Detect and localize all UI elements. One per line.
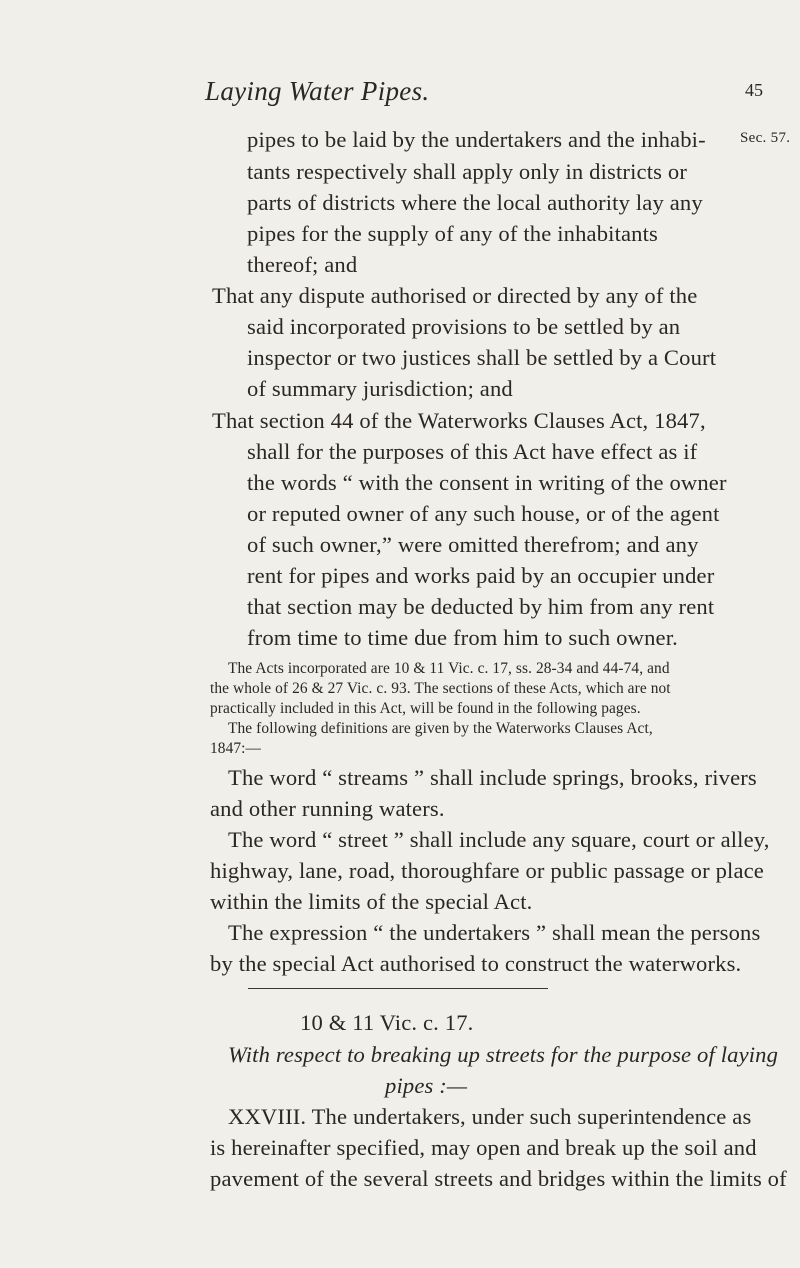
- definition-line: The word “ street ” shall include any square, court or alley,: [228, 827, 770, 852]
- section-line: XXVIII. The undertakers, under such superintendence as: [228, 1104, 752, 1129]
- text-line: pipes for the supply of any of the inhabitants: [247, 221, 658, 246]
- section-divider: [248, 988, 548, 989]
- subject-heading-line: With respect to breaking up streets for the purpose of laying: [228, 1042, 779, 1067]
- definition-line: within the limits of the special Act.: [210, 889, 533, 914]
- text-line: That section 44 of the Waterworks Clauses Act, 1847,: [212, 408, 706, 433]
- definition-line: and other running waters.: [210, 796, 445, 821]
- text-line: the words “ with the consent in writing of the owner: [247, 470, 727, 495]
- definition-line: by the special Act authorised to construct the waterworks.: [210, 951, 742, 976]
- text-line: inspector or two justices shall be settled by a Court: [247, 345, 717, 370]
- text-line: of such owner,” were omitted therefrom; and any: [247, 532, 699, 557]
- definition-line: The word “ streams ” shall include springs, brooks, rivers: [228, 765, 757, 790]
- note-line: The Acts incorporated are 10 & 11 Vic. c. 17, ss. 28-34 and 44-74, and: [228, 660, 670, 677]
- text-line: from time to time due from him to such owner.: [247, 625, 678, 650]
- text-line: that section may be deducted by him from any rent: [247, 594, 715, 619]
- section-line: pavement of the several streets and bridges within the limits of: [210, 1166, 787, 1191]
- running-head-title: Laying Water Pipes.: [205, 76, 430, 106]
- text-line: shall for the purposes of this Act have effect as if: [247, 439, 698, 464]
- text-line: said incorporated provisions to be settled by an: [247, 314, 681, 339]
- act-heading: 10 & 11 Vic. c. 17.: [300, 1010, 474, 1035]
- note-line: The following definitions are given by the Waterworks Clauses Act,: [228, 720, 653, 737]
- text-line: parts of districts where the local authority lay any: [247, 190, 703, 215]
- text-line: tants respectively shall apply only in districts or: [247, 159, 687, 184]
- text-line: pipes to be laid by the undertakers and the inhabi-: [247, 127, 706, 152]
- text-line: thereof; and: [247, 252, 358, 277]
- note-line: the whole of 26 & 27 Vic. c. 93. The sections of these Acts, which are not: [210, 680, 671, 697]
- section-line: is hereinafter specified, may open and break up the soil and: [210, 1135, 757, 1160]
- definition-line: highway, lane, road, thoroughfare or public passage or place: [210, 858, 764, 883]
- subject-heading-line: pipes :—: [385, 1073, 468, 1098]
- section-margin-note: Sec. 57.: [740, 130, 791, 146]
- running-head: [0, 76, 800, 116]
- text-line: rent for pipes and works paid by an occupier under: [247, 563, 715, 588]
- note-line: practically included in this Act, will be found in the following pages.: [210, 700, 641, 717]
- definition-line: The expression “ the undertakers ” shall mean the persons: [228, 920, 761, 945]
- page-number: 45: [745, 80, 763, 100]
- text-line: That any dispute authorised or directed by any of the: [212, 283, 698, 308]
- text-line: or reputed owner of any such house, or of the agent: [247, 501, 720, 526]
- text-line: of summary jurisdiction; and: [247, 376, 513, 401]
- note-line: 1847:—: [210, 740, 262, 757]
